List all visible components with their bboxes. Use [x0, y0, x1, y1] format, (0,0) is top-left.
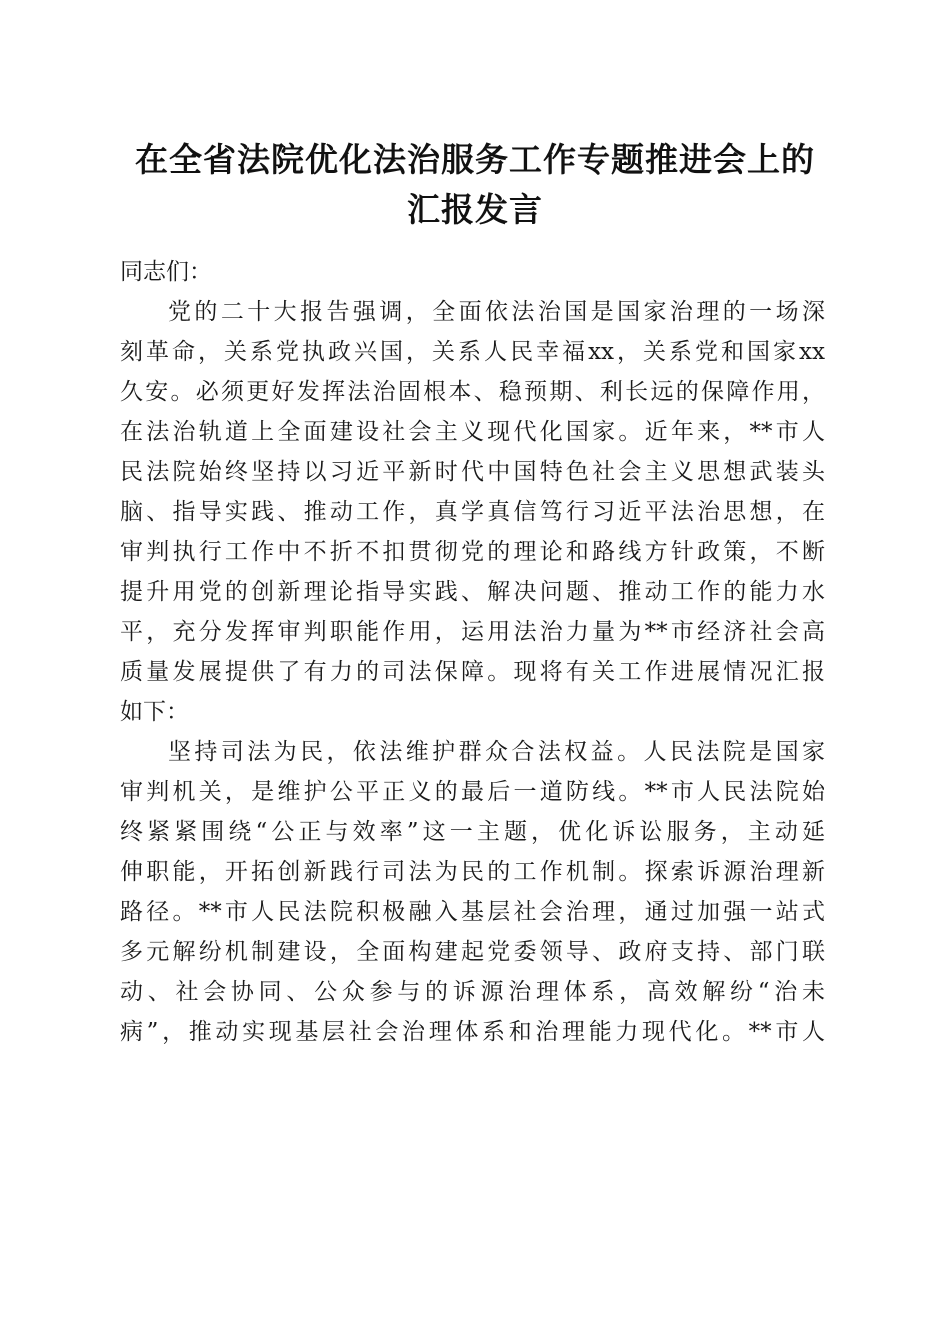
paragraph-line: 伸职能，开拓创新践行司法为民的工作机制。探索诉源治理新: [120, 859, 825, 885]
paragraph-line: 脑、指导实践、推动工作，真学真信笃行习近平法治思想，在: [120, 499, 825, 525]
salutation: 同志们：: [120, 259, 212, 285]
paragraph-line: 党的二十大报告强调，全面依法治国是国家治理的一场深: [168, 299, 825, 325]
title-line-2: 汇报发言: [407, 190, 543, 229]
paragraph-line: 在法治轨道上全面建设社会主义现代化国家。近年来，**市人: [120, 419, 825, 445]
paragraph-line: 审判执行工作中不折不扣贯彻党的理论和路线方针政策，不断: [120, 539, 825, 565]
paragraph-line: 路径。**市人民法院积极融入基层社会治理，通过加强一站式: [120, 899, 825, 925]
paragraph-line: 动、社会协同、公众参与的诉源治理体系，高效解纷“治未: [120, 979, 825, 1005]
paragraph-line: 久安。必须更好发挥法治固根本、稳预期、利长远的保障作用，: [120, 379, 825, 405]
document-body: [120, 252, 825, 1052]
paragraph-line: 多元解纷机制建设，全面构建起党委领导、政府支持、部门联: [120, 939, 825, 965]
paragraph-line: 质量发展提供了有力的司法保障。现将有关工作进展情况汇报: [120, 659, 825, 685]
paragraph-line: 终紧紧围绕“公正与效率”这一主题，优化诉讼服务，主动延: [120, 819, 825, 845]
paragraph-2: [120, 732, 825, 1052]
document-title: [110, 135, 840, 235]
title-line-1: 在全省法院优化法治服务工作专题推进会上的: [135, 140, 815, 179]
paragraph-line: 如下：: [120, 699, 189, 725]
paragraph-1: [120, 292, 825, 732]
paragraph-line: 审判机关，是维护公平正义的最后一道防线。**市人民法院始: [120, 779, 825, 805]
paragraph-line: 刻革命，关系党执政兴国，关系人民幸福xx，关系党和国家xx: [120, 339, 825, 365]
paragraph-line: 提升用党的创新理论指导实践、解决问题、推动工作的能力水: [120, 579, 825, 605]
paragraph-line: 民法院始终坚持以习近平新时代中国特色社会主义思想武装头: [120, 459, 825, 485]
paragraph-line: 平，充分发挥审判职能作用，运用法治力量为**市经济社会高: [120, 619, 825, 645]
paragraph-line: 坚持司法为民，依法维护群众合法权益。人民法院是国家: [168, 739, 825, 765]
paragraph-line: 病”，推动实现基层社会治理体系和治理能力现代化。**市人: [120, 1019, 825, 1045]
